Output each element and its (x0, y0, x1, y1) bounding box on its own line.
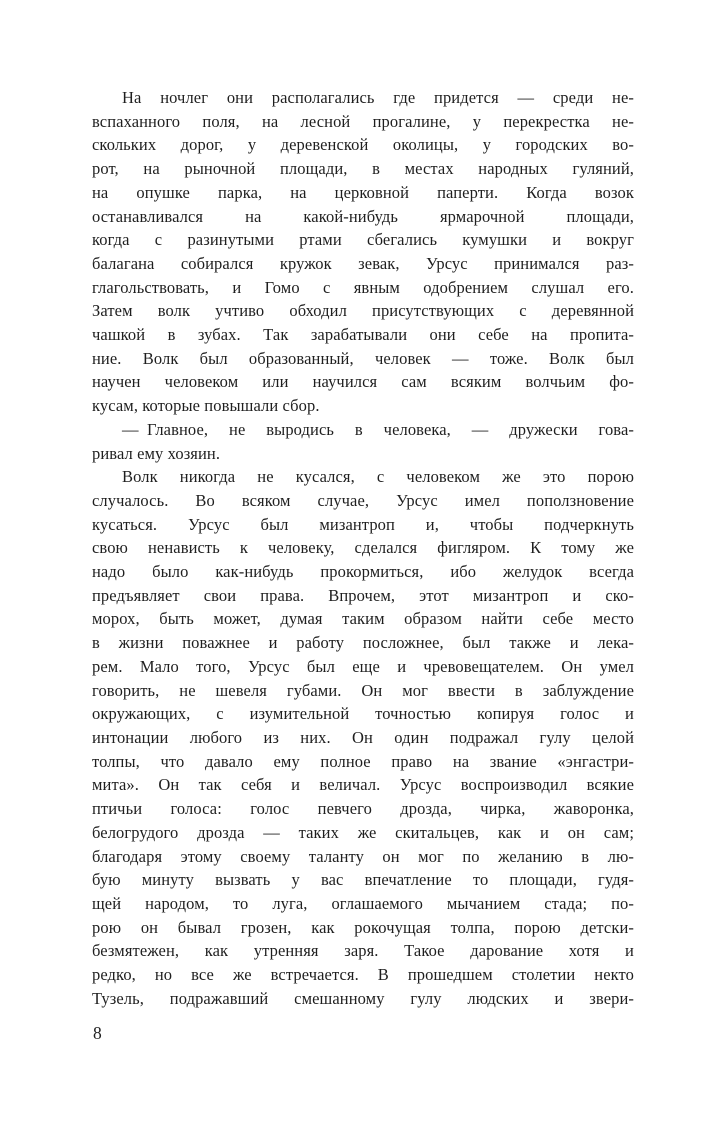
text-line: рот, на рыночной площади, в местах народных гуляний, (92, 159, 634, 179)
text-line: толпы, что давало ему полное право на звание «энгастри- (92, 751, 634, 771)
text-line: благодаря этому своему таланту он мог по желанию в лю- (92, 846, 634, 866)
text-line: надо было как-нибудь прокормиться, ибо желудок всегда (92, 562, 634, 582)
text-line: — Главное, не выродись в человека, — дружески гова- (122, 419, 634, 439)
text-line: в жизни поважнее и работу посложнее, был также и лека- (92, 633, 634, 653)
text-line: Тузель, подражавший смешанному гулу людских и звери- (92, 988, 634, 1008)
text-line: ние. Волк был образованный, человек — тоже. Волк был (92, 348, 634, 368)
text-line: мита». Он так себя и величал. Урсус воспроизводил всякие (92, 775, 634, 795)
text-line: случалось. Во всяком случае, Урсус имел поползновение (92, 490, 634, 510)
text-line: ривал ему хозяин. (92, 443, 221, 463)
text-line: Затем волк учтиво обходил присутствующих с деревянной (92, 301, 634, 321)
text-line: глагольствовать, и Гомо с явным одобрением слушал его. (92, 277, 634, 297)
text-line: кусаться. Урсус был мизантроп и, чтобы подчеркнуть (92, 514, 634, 534)
text-line: окружающих, с изумительной точностью копируя голос и (92, 704, 634, 724)
text-line: редко, но все же встречается. В прошедшем столетии некто (92, 965, 634, 985)
text-line: останавливался на какой-нибудь ярмарочной площади, (92, 206, 634, 226)
text-line: бую минуту вызвать у вас впечатление то площади, гудя- (92, 870, 634, 890)
text-line: балагана собирался кружок зевак, Урсус принимался раз- (92, 253, 634, 273)
text-line: научен человеком или научился сам всяким волчьим фо- (92, 372, 634, 392)
page-text (92, 86, 634, 1010)
text-line: птичьи голоса: голос певчего дрозда, чирка, жаворонка, (92, 799, 634, 819)
text-line: интонации любого из них. Он один подражал гулу целой (92, 727, 634, 747)
text-line: рою он бывал грозен, как рокочущая толпа, порою детски- (92, 917, 634, 937)
text-line: чашкой в зубах. Так зарабатывали они себе на пропита- (92, 325, 634, 345)
text-line: когда с разинутыми ртами сбегались кумушки и вокруг (92, 230, 634, 250)
text-line: На ночлег они располагались где придется — среди не- (122, 88, 634, 107)
text-line: на опушке парка, на церковной паперти. Когда возок (92, 182, 634, 202)
text-line: говорить, не шевеля губами. Он мог ввести в заблуждение (92, 680, 634, 700)
text-line: вспаханного поля, на лесной прогалине, у перекрестка не- (92, 111, 634, 131)
text-line: кусам, которые повышали сбор. (92, 396, 320, 416)
text-line: белогрудого дрозда — таких же скитальцев, как и он сам; (92, 822, 634, 842)
page-number: 8 (93, 1023, 102, 1043)
text-line: скольких дорог, у деревенской околицы, у городских во- (92, 135, 634, 155)
text-line: свою ненависть к человеку, сделался фигляром. К тому же (92, 538, 634, 558)
text-line: щей народом, то луга, оглашаемого мычанием стада; по- (92, 893, 634, 913)
text-line: безмятежен, как утренняя заря. Такое дарование хотя и (92, 941, 634, 961)
text-line: Волк никогда не кусался, с человеком же это порою (122, 467, 634, 487)
text-line: предъявляет свои права. Впрочем, этот мизантроп и ско- (92, 585, 634, 605)
text-line: рем. Мало того, Урсус был еще и чревовещателем. Он умел (92, 656, 634, 676)
text-line: морох, быть может, думая таким образом найти себе место (92, 609, 634, 629)
